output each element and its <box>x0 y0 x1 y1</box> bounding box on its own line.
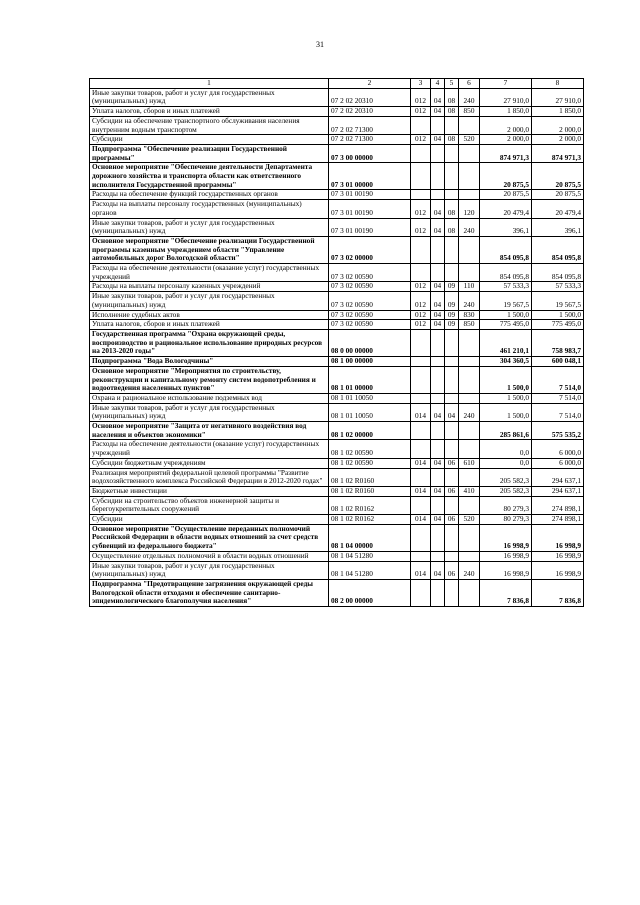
table-row <box>90 561 584 579</box>
row-section: 04 <box>431 458 445 468</box>
table-row <box>90 357 584 367</box>
row-amount-year-1: 57 533,3 <box>480 282 532 292</box>
row-name: Охрана и рациональное использование подземных вод <box>90 393 329 403</box>
row-name: Основное мероприятие "Мероприятия по строительству, реконструкции и капитальному ремонту систем водопотребления и водоотведения населенных пунктов" <box>90 366 329 393</box>
row-section: 04 <box>431 218 445 236</box>
row-section: 04 <box>431 486 445 496</box>
table-row <box>90 468 584 486</box>
row-expense-type: 850 <box>459 320 480 330</box>
row-section <box>431 264 445 282</box>
row-expense-type <box>459 144 480 162</box>
row-amount-year-2: 274 898,1 <box>532 496 584 514</box>
row-subsection: 06 <box>445 486 459 496</box>
row-expense-type: 520 <box>459 135 480 145</box>
row-amount-year-2: 575 535,2 <box>532 422 584 440</box>
row-subsection <box>445 190 459 200</box>
table-row <box>90 107 584 117</box>
table-row <box>90 422 584 440</box>
row-section <box>431 329 445 356</box>
row-amount-year-1: 20 875,5 <box>480 163 532 190</box>
row-name: Бюджетные инвестиции <box>90 486 329 496</box>
row-amount-year-1: 1 500,0 <box>480 393 532 403</box>
row-section <box>431 496 445 514</box>
row-subsection <box>445 329 459 356</box>
row-section: 04 <box>431 403 445 421</box>
row-section <box>431 579 445 606</box>
row-ministry-code: 014 <box>411 515 431 525</box>
row-code: 08 1 02 R0160 <box>329 468 411 486</box>
row-expense-type: 850 <box>459 107 480 117</box>
row-section: 04 <box>431 310 445 320</box>
row-ministry-code: 012 <box>411 200 431 218</box>
row-amount-year-2: 1 500,0 <box>532 310 584 320</box>
row-subsection: 09 <box>445 282 459 292</box>
row-subsection <box>445 551 459 561</box>
row-name: Уплата налогов, сборов и иных платежей <box>90 320 329 330</box>
row-expense-type: 240 <box>459 292 480 310</box>
row-ministry-code <box>411 440 431 458</box>
row-section: 04 <box>431 88 445 106</box>
row-name: Иные закупки товаров, работ и услуг для государственных (муниципальных) нужд <box>90 403 329 421</box>
table-row <box>90 236 584 263</box>
row-amount-year-2: 7 514,0 <box>532 403 584 421</box>
row-expense-type: 120 <box>459 200 480 218</box>
table-row <box>90 88 584 106</box>
row-expense-type <box>459 163 480 190</box>
row-amount-year-1: 1 500,0 <box>480 310 532 320</box>
row-amount-year-1: 16 998,9 <box>480 561 532 579</box>
row-subsection <box>445 524 459 551</box>
row-name: Иные закупки товаров, работ и услуг для государственных (муниципальных) нужд <box>90 88 329 106</box>
row-name: Расходы на выплаты персоналу казенных учреждений <box>90 282 329 292</box>
row-ministry-code: 012 <box>411 107 431 117</box>
row-amount-year-2: 775 495,0 <box>532 320 584 330</box>
row-code: 08 1 04 51280 <box>329 551 411 561</box>
row-section <box>431 190 445 200</box>
row-ministry-code <box>411 236 431 263</box>
row-amount-year-1: 205 582,3 <box>480 468 532 486</box>
row-subsection <box>445 496 459 514</box>
row-section: 04 <box>431 282 445 292</box>
row-code: 07 2 02 71300 <box>329 135 411 145</box>
table-row <box>90 292 584 310</box>
row-amount-year-1: 20 875,5 <box>480 190 532 200</box>
row-ministry-code <box>411 496 431 514</box>
row-expense-type <box>459 422 480 440</box>
row-amount-year-2: 600 048,1 <box>532 357 584 367</box>
table-row <box>90 329 584 356</box>
row-subsection: 08 <box>445 200 459 218</box>
row-name: Расходы на обеспечение функций государственных органов <box>90 190 329 200</box>
row-amount-year-2: 6 000,0 <box>532 440 584 458</box>
row-ministry-code: 014 <box>411 458 431 468</box>
row-subsection <box>445 116 459 134</box>
row-code: 07 2 02 71300 <box>329 116 411 134</box>
row-code: 08 1 02 R0160 <box>329 486 411 496</box>
row-section: 04 <box>431 135 445 145</box>
row-ministry-code <box>411 393 431 403</box>
row-subsection: 08 <box>445 107 459 117</box>
row-code: 07 2 02 20310 <box>329 107 411 117</box>
row-ministry-code <box>411 329 431 356</box>
table-row <box>90 200 584 218</box>
row-code: 08 0 00 00000 <box>329 329 411 356</box>
row-subsection <box>445 236 459 263</box>
table-row <box>90 282 584 292</box>
row-amount-year-1: 2 000,0 <box>480 135 532 145</box>
row-subsection <box>445 357 459 367</box>
table-row <box>90 440 584 458</box>
row-amount-year-2: 6 000,0 <box>532 458 584 468</box>
row-subsection <box>445 468 459 486</box>
row-section: 04 <box>431 320 445 330</box>
row-section <box>431 524 445 551</box>
row-amount-year-1: 16 998,9 <box>480 524 532 551</box>
row-section <box>431 116 445 134</box>
row-subsection <box>445 163 459 190</box>
row-expense-type <box>459 496 480 514</box>
row-expense-type <box>459 357 480 367</box>
row-ministry-code <box>411 116 431 134</box>
row-section: 04 <box>431 515 445 525</box>
row-amount-year-1: 80 279,3 <box>480 496 532 514</box>
row-subsection: 09 <box>445 310 459 320</box>
row-amount-year-2: 20 479,4 <box>532 200 584 218</box>
row-ministry-code: 014 <box>411 486 431 496</box>
row-name: Расходы на обеспечение деятельности (оказание услуг) государственных учреждений <box>90 440 329 458</box>
row-subsection <box>445 440 459 458</box>
row-amount-year-2: 27 910,0 <box>532 88 584 106</box>
row-amount-year-2: 1 850,0 <box>532 107 584 117</box>
row-ministry-code: 012 <box>411 282 431 292</box>
row-ministry-code <box>411 366 431 393</box>
header-cell: 3 <box>411 79 431 89</box>
row-subsection: 09 <box>445 292 459 310</box>
row-name: Субсидии <box>90 135 329 145</box>
row-amount-year-1: 1 500,0 <box>480 403 532 421</box>
header-cell: 2 <box>329 79 411 89</box>
row-code: 08 1 01 00000 <box>329 366 411 393</box>
row-amount-year-2: 16 998,9 <box>532 551 584 561</box>
row-ministry-code <box>411 190 431 200</box>
row-subsection: 04 <box>445 403 459 421</box>
row-subsection <box>445 366 459 393</box>
table-row <box>90 320 584 330</box>
row-ministry-code <box>411 579 431 606</box>
row-name: Иные закупки товаров, работ и услуг для государственных (муниципальных) нужд <box>90 561 329 579</box>
row-name: Исполнение судебных актов <box>90 310 329 320</box>
row-section: 04 <box>431 107 445 117</box>
row-section <box>431 366 445 393</box>
table-row <box>90 116 584 134</box>
row-subsection: 06 <box>445 561 459 579</box>
row-section <box>431 236 445 263</box>
row-subsection: 08 <box>445 88 459 106</box>
row-code: 07 3 02 00590 <box>329 292 411 310</box>
row-subsection <box>445 144 459 162</box>
row-expense-type: 610 <box>459 458 480 468</box>
row-code: 08 1 02 00590 <box>329 440 411 458</box>
row-name: Субсидии на строительство объектов инженерной защиты и берегоукрепительных сооружений <box>90 496 329 514</box>
row-amount-year-2: 854 095,8 <box>532 236 584 263</box>
table-row <box>90 144 584 162</box>
row-section <box>431 163 445 190</box>
row-expense-type <box>459 190 480 200</box>
row-code: 07 2 02 20310 <box>329 88 411 106</box>
row-code: 08 1 00 00000 <box>329 357 411 367</box>
row-code: 08 1 01 10050 <box>329 403 411 421</box>
row-subsection: 06 <box>445 458 459 468</box>
row-expense-type: 830 <box>459 310 480 320</box>
header-cell: 1 <box>90 79 329 89</box>
row-section <box>431 357 445 367</box>
row-ministry-code <box>411 468 431 486</box>
row-expense-type: 410 <box>459 486 480 496</box>
row-section <box>431 468 445 486</box>
row-name: Осуществление отдельных полномочий в области водных отношений <box>90 551 329 561</box>
row-section <box>431 393 445 403</box>
row-ministry-code: 012 <box>411 135 431 145</box>
budget-table <box>89 78 584 607</box>
row-amount-year-2: 19 567,5 <box>532 292 584 310</box>
row-amount-year-2: 7 514,0 <box>532 393 584 403</box>
row-section: 04 <box>431 292 445 310</box>
row-section <box>431 422 445 440</box>
row-amount-year-2: 2 000,0 <box>532 135 584 145</box>
row-expense-type <box>459 329 480 356</box>
row-subsection: 06 <box>445 515 459 525</box>
table-row <box>90 310 584 320</box>
row-amount-year-1: 7 836,8 <box>480 579 532 606</box>
row-amount-year-2: 16 998,9 <box>532 524 584 551</box>
row-amount-year-1: 80 279,3 <box>480 515 532 525</box>
row-name: Подпрограмма "Вода Вологодчины" <box>90 357 329 367</box>
row-amount-year-2: 274 898,1 <box>532 515 584 525</box>
table-row <box>90 524 584 551</box>
page-number: 31 <box>316 40 324 49</box>
row-ministry-code <box>411 524 431 551</box>
row-code: 08 1 02 R0162 <box>329 515 411 525</box>
header-cell: 7 <box>480 79 532 89</box>
row-amount-year-2: 854 095,8 <box>532 264 584 282</box>
row-subsection <box>445 393 459 403</box>
row-amount-year-1: 285 861,6 <box>480 422 532 440</box>
row-section <box>431 144 445 162</box>
row-name: Реализация мероприятий федеральной целевой программы "Развитие водохозяйственного комплекса Российской Федерации в 2012-2020 годах" <box>90 468 329 486</box>
row-amount-year-1: 1 500,0 <box>480 366 532 393</box>
row-ministry-code <box>411 264 431 282</box>
table-row <box>90 135 584 145</box>
row-amount-year-2: 20 875,5 <box>532 163 584 190</box>
table-row <box>90 486 584 496</box>
row-code: 08 1 01 10050 <box>329 393 411 403</box>
row-expense-type <box>459 393 480 403</box>
table-row <box>90 515 584 525</box>
row-amount-year-2: 294 637,1 <box>532 468 584 486</box>
row-code: 07 3 01 00190 <box>329 218 411 236</box>
row-amount-year-2: 294 637,1 <box>532 486 584 496</box>
row-name: Расходы на выплаты персоналу государственных (муниципальных) органов <box>90 200 329 218</box>
row-ministry-code <box>411 163 431 190</box>
row-code: 07 3 00 00000 <box>329 144 411 162</box>
row-subsection <box>445 579 459 606</box>
row-code: 07 3 02 00590 <box>329 320 411 330</box>
row-subsection: 08 <box>445 218 459 236</box>
table-row <box>90 264 584 282</box>
row-ministry-code: 012 <box>411 292 431 310</box>
row-name: Иные закупки товаров, работ и услуг для государственных (муниципальных) нужд <box>90 292 329 310</box>
row-name: Субсидии <box>90 515 329 525</box>
row-ministry-code: 012 <box>411 218 431 236</box>
row-amount-year-2: 57 533,3 <box>532 282 584 292</box>
row-expense-type <box>459 524 480 551</box>
table-row <box>90 190 584 200</box>
row-expense-type: 240 <box>459 561 480 579</box>
row-name: Иные закупки товаров, работ и услуг для государственных (муниципальных) нужд <box>90 218 329 236</box>
row-expense-type <box>459 366 480 393</box>
row-amount-year-2: 16 998,9 <box>532 561 584 579</box>
header-cell: 4 <box>431 79 445 89</box>
row-name: Основное мероприятие "Осуществление переданных полномочий Российской Федерации в области водных отношений за счет средств субвенций из федерального бюджета" <box>90 524 329 551</box>
row-name: Основное мероприятие "Защита от негативного воздействия вод населения и объектов экономики" <box>90 422 329 440</box>
table-row <box>90 403 584 421</box>
row-expense-type: 110 <box>459 282 480 292</box>
row-section: 04 <box>431 561 445 579</box>
row-amount-year-2: 758 983,7 <box>532 329 584 356</box>
row-section <box>431 551 445 561</box>
row-section <box>431 440 445 458</box>
row-code: 07 3 02 00590 <box>329 310 411 320</box>
row-amount-year-2: 396,1 <box>532 218 584 236</box>
row-amount-year-1: 19 567,5 <box>480 292 532 310</box>
row-code: 08 1 02 00000 <box>329 422 411 440</box>
row-expense-type <box>459 551 480 561</box>
row-name: Основное мероприятие "Обеспечение деятельности Департамента дорожного хозяйства и транспорта области как ответственного исполнителя Государственной программы" <box>90 163 329 190</box>
row-amount-year-2: 2 000,0 <box>532 116 584 134</box>
row-expense-type: 240 <box>459 403 480 421</box>
row-amount-year-1: 2 000,0 <box>480 116 532 134</box>
table-body <box>90 88 584 606</box>
row-amount-year-1: 396,1 <box>480 218 532 236</box>
row-amount-year-1: 304 360,5 <box>480 357 532 367</box>
row-name: Основное мероприятие "Обеспечение реализации Государственной программы казенным учреждением области "Управление автомобильных дорог Вологодской области" <box>90 236 329 263</box>
row-amount-year-1: 874 971,3 <box>480 144 532 162</box>
header-cell: 8 <box>532 79 584 89</box>
row-name: Расходы на обеспечение деятельности (оказание услуг) государственных учреждений <box>90 264 329 282</box>
row-subsection: 09 <box>445 320 459 330</box>
row-ministry-code: 014 <box>411 403 431 421</box>
table-row <box>90 579 584 606</box>
row-code: 07 3 01 00190 <box>329 200 411 218</box>
row-ministry-code: 014 <box>411 561 431 579</box>
row-code: 08 1 04 00000 <box>329 524 411 551</box>
table-row <box>90 458 584 468</box>
row-ministry-code <box>411 144 431 162</box>
row-ministry-code: 012 <box>411 310 431 320</box>
row-subsection: 08 <box>445 135 459 145</box>
row-ministry-code <box>411 357 431 367</box>
row-code: 08 1 02 00590 <box>329 458 411 468</box>
row-name: Подпрограмма "Обеспечение реализации Государственной программы" <box>90 144 329 162</box>
header-cell: 6 <box>459 79 480 89</box>
row-ministry-code <box>411 422 431 440</box>
row-amount-year-1: 0,0 <box>480 440 532 458</box>
row-subsection <box>445 422 459 440</box>
table-row <box>90 218 584 236</box>
row-amount-year-2: 20 875,5 <box>532 190 584 200</box>
table-row <box>90 551 584 561</box>
row-name: Субсидии на обеспечение транспортного обслуживания населения внутренним водным транспортом <box>90 116 329 134</box>
table-row <box>90 496 584 514</box>
row-code: 07 3 02 00590 <box>329 264 411 282</box>
row-amount-year-1: 854 095,8 <box>480 264 532 282</box>
row-expense-type <box>459 236 480 263</box>
row-amount-year-1: 854 095,8 <box>480 236 532 263</box>
table-row <box>90 163 584 190</box>
row-amount-year-2: 7 836,8 <box>532 579 584 606</box>
row-amount-year-1: 20 479,4 <box>480 200 532 218</box>
row-code: 08 2 00 00000 <box>329 579 411 606</box>
row-expense-type <box>459 116 480 134</box>
row-amount-year-1: 27 910,0 <box>480 88 532 106</box>
row-code: 08 1 02 R0162 <box>329 496 411 514</box>
row-name: Подпрограмма "Предотвращение загрязнения окружающей среды Вологодской области отходами и обеспечение санитарно-эпидемиологического благополучия населения" <box>90 579 329 606</box>
row-code: 07 3 02 00590 <box>329 282 411 292</box>
table-row <box>90 366 584 393</box>
row-amount-year-1: 0,0 <box>480 458 532 468</box>
row-expense-type: 520 <box>459 515 480 525</box>
row-section: 04 <box>431 200 445 218</box>
header-cell: 5 <box>445 79 459 89</box>
row-amount-year-1: 205 582,3 <box>480 486 532 496</box>
row-amount-year-1: 775 495,0 <box>480 320 532 330</box>
row-code: 07 3 01 00000 <box>329 163 411 190</box>
row-code: 08 1 04 51280 <box>329 561 411 579</box>
row-expense-type <box>459 440 480 458</box>
row-code: 07 3 02 00000 <box>329 236 411 263</box>
row-name: Государственная программа "Охрана окружающей среды, воспроизводство и рациональное использование природных ресурсов на 2013-2020 годы" <box>90 329 329 356</box>
table-row <box>90 393 584 403</box>
row-expense-type <box>459 579 480 606</box>
row-code: 07 3 01 00190 <box>329 190 411 200</box>
row-amount-year-2: 7 514,0 <box>532 366 584 393</box>
row-amount-year-1: 1 850,0 <box>480 107 532 117</box>
row-ministry-code: 012 <box>411 88 431 106</box>
row-expense-type: 240 <box>459 218 480 236</box>
row-amount-year-1: 461 210,1 <box>480 329 532 356</box>
row-amount-year-1: 16 998,9 <box>480 551 532 561</box>
row-expense-type <box>459 264 480 282</box>
row-expense-type: 240 <box>459 88 480 106</box>
row-expense-type <box>459 468 480 486</box>
row-ministry-code: 012 <box>411 320 431 330</box>
row-subsection <box>445 264 459 282</box>
header-row <box>90 79 584 89</box>
row-name: Субсидии бюджетным учреждениям <box>90 458 329 468</box>
row-name: Уплата налогов, сборов и иных платежей <box>90 107 329 117</box>
row-ministry-code <box>411 551 431 561</box>
row-amount-year-2: 874 971,3 <box>532 144 584 162</box>
